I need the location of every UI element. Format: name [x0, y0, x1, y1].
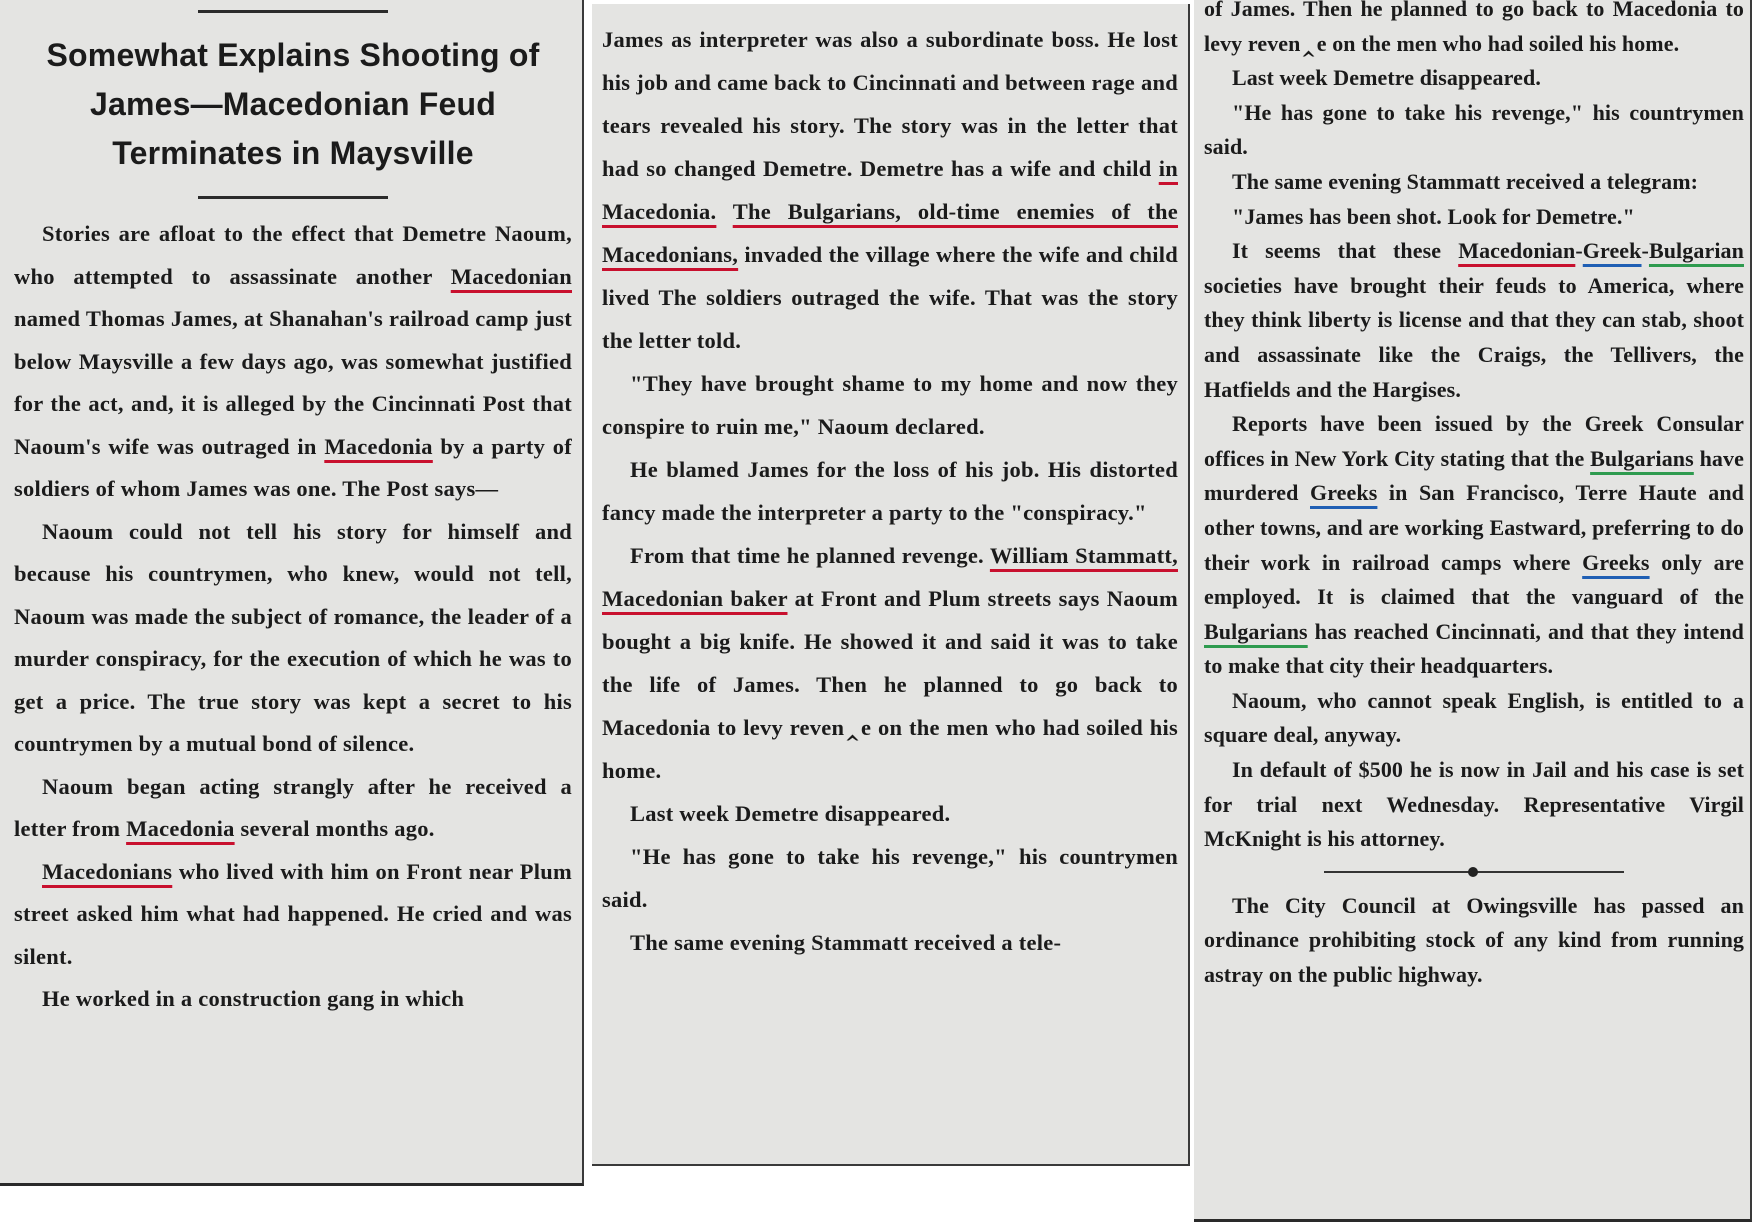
highlight-macedonians: Macedonians: [42, 858, 173, 884]
paragraph: Naoum began acting strangly after he received a letter from Macedonia several months ago.: [14, 773, 572, 841]
paragraph: The City Council at Owingsville has passed an ordinance prohibiting stock of any kind from running astray on the public highway.: [1204, 892, 1744, 988]
paragraph: It seems that these Macedonian-Greek-Bulgarian societies have brought their feuds to America, where they think liberty is license and that they can stab, shoot and assassinate like the Craigs, the Tellivers, the Hatfields and the Hargises.: [1204, 238, 1744, 402]
highlight-bulgarians: Bulgarians: [1590, 445, 1694, 471]
paragraph: James as interpreter was also a subordinate boss. He lost his job and came back to Cincinnati and between rage and tears revealed his story. The story was in the letter that had so changed Demetre. Demetre has a wife and child in Macedonia. The Bulgarians, old-time enemies of the Macedonians, invaded the village where the wife and child lived The soldiers outraged the wife. That was the story the letter told.: [602, 27, 1179, 353]
highlight-greeks: Greeks: [1582, 549, 1650, 575]
headline-top-rule: [198, 10, 388, 13]
paragraph: Naoum could not tell his story for himself and because his countrymen, who knew, would not tell, Naoum was made the subject of romance, the leader of a murder conspiracy, for the execution of which he was to get a price. The true story was kept a secret to his countrymen by a mutual bond of silence.: [14, 518, 572, 756]
paragraph: of James. Then he planned to go back to Macedonia to levy reven‸e on the men who had soiled his home.: [1204, 0, 1744, 56]
headline: Somewhat Explains Shooting of James—Macedonian Feud Terminates in Maysville: [46, 37, 540, 171]
paragraph: Reports have been issued by the Greek Consular offices in New York City stating that the Bulgarians have murdered Greeks in San Francisco, Terre Haute and other towns, and are working Eastward, preferring to do their work in railroad camps where Greeks only are employed. It is claimed that the vanguard of the Bulgarians has reached Cincinnati, and that they intend to make that city their headquarters.: [1204, 411, 1745, 679]
paragraph: Last week Demetre disappeared.: [630, 801, 951, 826]
highlight-macedonia: Macedonia: [126, 816, 235, 841]
paragraph: Macedonians who lived with him on Front near Plum street asked him what had happened. He cried and was silent.: [14, 858, 572, 969]
section-divider: [1324, 865, 1624, 879]
paragraph: "James has been shot. Look for Demetre.": [1232, 203, 1635, 229]
article-column-3: [1194, 0, 1752, 1222]
paragraph: "He has gone to take his revenge," his countrymen said.: [602, 844, 1178, 912]
highlight-macedonia: Macedonia: [324, 433, 433, 459]
paragraph: From that time he planned revenge. William Stammatt, Macedonian baker at Front and Plum streets says Naoum bought a big knife. He showed it and said it was to take the life of James. Then he planned to go back to Macedonia to levy reven‸e on the men who had soiled his home.: [602, 543, 1178, 783]
highlight-greek: Greek: [1582, 238, 1642, 264]
highlight-greeks: Greeks: [1310, 480, 1378, 506]
article-column-1: [0, 0, 584, 1186]
paragraph: The same evening Stammatt received a tele-: [630, 930, 1062, 955]
headline-bottom-rule: [198, 196, 388, 199]
paragraph: The same evening Stammatt received a telegram:: [1232, 168, 1699, 194]
paragraph: "He has gone to take his revenge," his countrymen said.: [1204, 99, 1744, 160]
highlight-macedonian: Macedonian: [450, 263, 572, 289]
paragraph: Stories are afloat to the effect that Demetre Naoum, who attempted to assassinate another Macedonian named Thomas James, at Shanahan's railroad camp just below Maysville a few days ago, was somewhat justified for the act, and, it is alleged by the Cincinnati Post that Naoum's wife was outraged in Macedonia by a party of soldiers of whom James was one. The Post says—: [14, 221, 572, 501]
highlight-in-macedonia: in Macedonia.: [602, 156, 1178, 224]
paragraph: He worked in a construction gang in which: [42, 986, 465, 1011]
paragraph: "They have brought shame to my home and now they conspire to ruin me," Naoum declared.: [602, 371, 1178, 439]
highlight-stammatt: William Stammatt, Macedonian baker: [602, 543, 1178, 611]
highlight-bulgarians-enemies: The Bulgarians, old-time enemies of the Macedonians,: [602, 199, 1179, 267]
paragraph: In default of $500 he is now in Jail and his case is set for trial next Wednesday. Representative Virgil McKnight is his attorney.: [1204, 757, 1744, 852]
highlight-bulgarians: Bulgarians: [1204, 618, 1308, 644]
article-column-2: [592, 4, 1190, 1166]
paragraph: He blamed James for the loss of his job. His distorted fancy made the interpreter a party to the "conspiracy.": [602, 457, 1178, 525]
highlight-macedonian: Macedonian: [1458, 238, 1576, 264]
paragraph: Last week Demetre disappeared.: [1232, 65, 1541, 91]
highlight-bulgarian: Bulgarian: [1648, 238, 1744, 264]
paragraph: Naoum, who cannot speak English, is entitled to a square deal, anyway.: [1204, 687, 1744, 748]
